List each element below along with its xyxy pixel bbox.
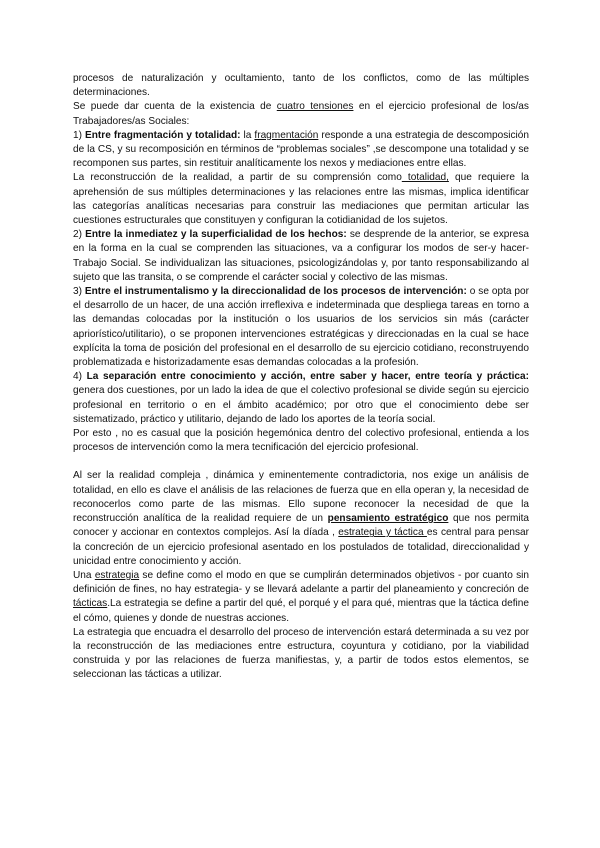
paragraph-p8 (73, 427, 529, 455)
text-run: o se opta por el desarrollo de un hacer, de una acción irreflexiva e indeterminada que despliega tareas en torno a las demandas colocadas por la institución o los usuarios de los servicios sin más (carácter apriorístico/utilitario), o se proponen intervenciones estratégicas y direccionadas en la cual se hace explícita la toma de posición del profesional en el desarrollo de su ejercicio cotidiano, reconstruyendo problematizada e historizadamente esas demandas colocadas a la profesión. (73, 286, 529, 369)
underlined-text: cuatro tensiones (276, 101, 354, 113)
text-run: en el ejercicio profesional de los/as Trabajadores/as Sociales: (73, 101, 529, 127)
text-run: 3) (73, 286, 85, 298)
underlined-text: tácticas (73, 598, 108, 610)
paragraph-p5 (73, 228, 529, 285)
paragraph-p3 (73, 129, 529, 172)
paragraph-p9 (73, 469, 529, 568)
bold-text: Entre la inmediatez y la superficialidad de los hechos: (85, 229, 347, 241)
paragraph-p7 (73, 370, 529, 427)
paragraph-p10 (73, 569, 529, 626)
text-run: procesos de naturalización y ocultamiento, tanto de los conflictos, como de las múltiples determinaciones. (73, 73, 529, 99)
text-run: La estrategia que encuadra el desarrollo del proceso de intervención estará determinada a su vez por la reconstrucción de las mediaciones entre estructura, coyuntura y cotidiano, por la viabilidad construida y por las relaciones de fuerza manifiestas, y, a partir de todos estos elementos, se seleccionan las tácticas a utilizar. (73, 626, 529, 681)
text-run: que requiere la aprehensión de sus múltiples determinaciones y las relaciones entre las mismas, implica identificar las categorías analíticas necesarias para construir las mediaciones que permitan articular las cuestiones estructurales que constituyen y configuran la cotidianidad de los sujetos. (73, 172, 529, 227)
text-run: la (240, 129, 255, 141)
text-run: .La estrategia se define a partir del qué, el porqué y el para qué, mientras que la táctica define el cómo, quienes y donde de nuestras acciones. (73, 598, 529, 624)
paragraph-p1 (73, 72, 529, 100)
text-run: Se puede dar cuenta de la existencia de (73, 101, 277, 113)
text-run: se desprende de la anterior, se expresa en la forma en la cual se comprenden las situaciones, va a configurar los modos de ser-y hacer-Trabajo Social. Se individualizan las situaciones, psicologizándolas y, por tanto responsabilizando al sujeto que las transita, o se comprende el carácter social y colectivo de las mismas. (73, 229, 529, 283)
text-run: Por esto , no es casual que la posición hegemónica dentro del colectivo profesional, entienda a los procesos de intervención como la mera tecnificación del ejercicio profesional. (73, 428, 529, 454)
bold-underlined-text: pensamiento estratégico (327, 513, 449, 525)
bold-text: La separación entre conocimiento y acción, entre saber y hacer, entre teoría y práctica: (86, 371, 530, 383)
text-run: genera dos cuestiones, por un lado la idea de que el colectivo profesional se divide según su ejercicio profesional en territorio o en el ámbito académico; por otro que el conocimiento debe ser sistematizado, práctico y utilitario, dejando de lado los aportes de la teoría social. (73, 385, 529, 425)
paragraph-p11 (73, 626, 529, 683)
document-body (73, 72, 529, 683)
bold-text: Entre fragmentación y totalidad: (85, 129, 241, 141)
paragraph-p2 (73, 100, 529, 128)
underlined-text: estrategia y táctica (338, 527, 427, 539)
text-run: responde a una estrategia de descomposición de la CS, y su recomposición en términos de “problemas sociales” ,se descompone una totalidad y se recomponen sus partes, sin restituir analíticamente los nexos y mediaciones entre ellas. (73, 129, 530, 170)
underlined-text: fragmentación (254, 129, 319, 141)
text-run: La reconstrucción de la realidad, a partir de su comprensión como (73, 172, 402, 184)
paragraph-spacer (73, 455, 529, 469)
underlined-text: totalidad, (401, 172, 449, 184)
text-run: es central para pensar la concreción de un ejercicio profesional asentado en los postulados de totalidad, direccionalidad y unicidad entre conocimiento y acción. (73, 527, 530, 567)
text-run: 4) (73, 371, 87, 383)
text-run: se define como el modo en que se cumplirán determinados objetivos - por cuanto sin definición de fines, no hay estrategia- y se llevará adelante a partir del planeamiento y concreción de (73, 569, 530, 596)
text-run: 2) (73, 229, 86, 241)
text-run: 1) (73, 129, 86, 141)
paragraph-p6 (73, 285, 529, 370)
text-run: Una (73, 569, 95, 581)
text-run: Al ser la realidad compleja , dinámica y eminentemente contradictoria, nos exige un análisis de totalidad, en ello es clave el análisis de las relaciones de fuerza que en ella operan y, la necesidad de reconocerlos como parte de las mismas. Ello supone reconocer la necesidad de que la reconstrucción analítica de la realidad requiere de un (73, 470, 529, 525)
underlined-text: estrategia (94, 569, 140, 581)
text-run: que nos permita conocer y accionar en contextos complejos. Así la díada , (73, 513, 530, 539)
bold-text: Entre el instrumentalismo y la direccionalidad de los procesos de intervención: (84, 286, 467, 298)
paragraph-p4 (73, 171, 529, 228)
